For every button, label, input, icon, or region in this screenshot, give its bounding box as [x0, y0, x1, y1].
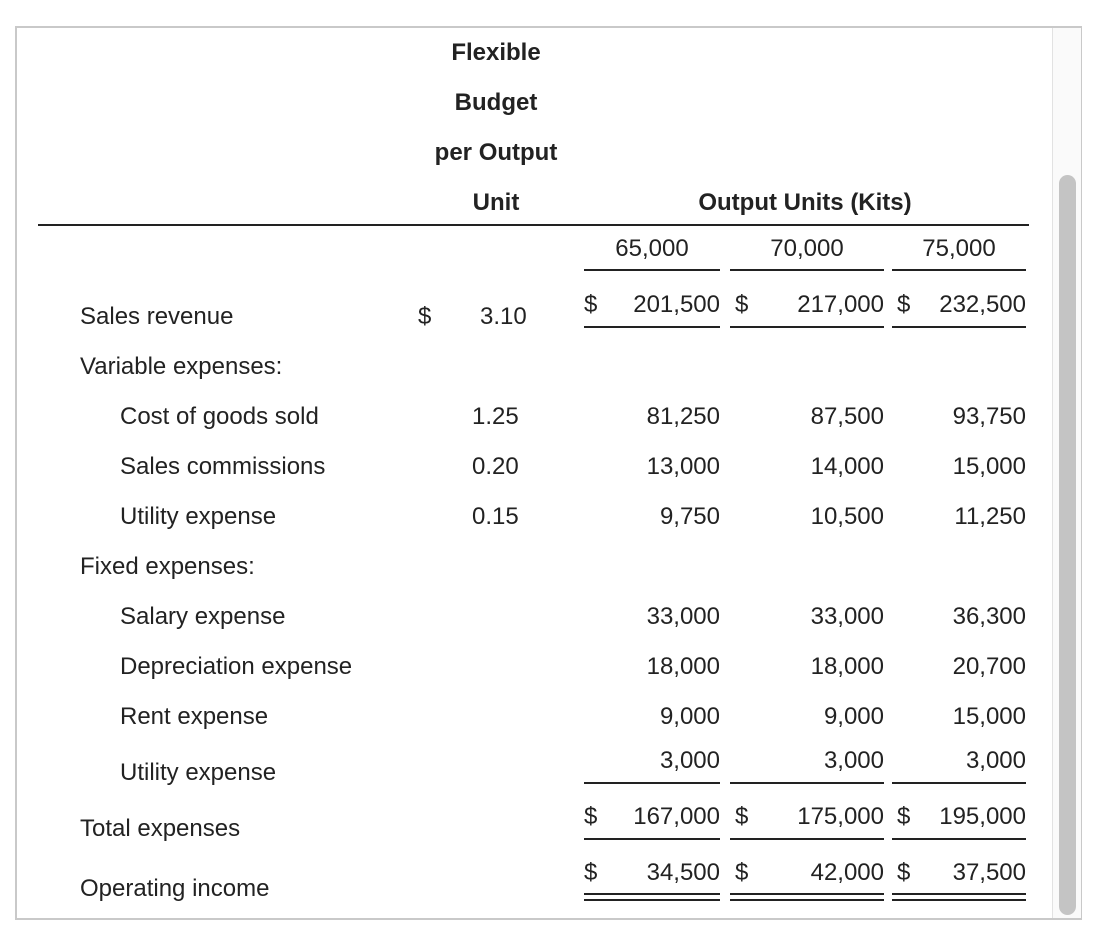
header-flexible: Flexible — [451, 39, 541, 66]
cell-cogs-75000: 93,750 — [952, 403, 1026, 430]
cell-cogs-70000: 87,500 — [810, 403, 884, 430]
currency-symbol: $ — [897, 803, 911, 830]
cell-commissions-75000: 15,000 — [952, 453, 1026, 480]
row-label-depreciation-expense: Depreciation expense — [120, 653, 353, 680]
cell-depreciation-70000: 18,000 — [810, 653, 884, 680]
column-header-65000: 65,000 — [615, 235, 689, 262]
cell-utility-fixed-75000: 3,000 — [965, 747, 1026, 774]
row-label-cost-of-goods-sold: Cost of goods sold — [120, 403, 319, 430]
cell-salary-70000: 33,000 — [810, 603, 884, 630]
column-header-75000: 75,000 — [922, 235, 996, 262]
cell-commissions-70000: 14,000 — [810, 453, 884, 480]
cell-total-expenses-65000: 167,000 — [633, 803, 720, 830]
column-header-underline — [584, 269, 720, 271]
operating-income-double-underline — [730, 893, 884, 901]
row-label-sales-revenue: Sales revenue — [80, 303, 234, 330]
scrollbar-thumb[interactable] — [1059, 175, 1076, 915]
cell-rent-75000: 15,000 — [952, 703, 1026, 730]
row-label-sales-commissions: Sales commissions — [120, 453, 326, 480]
operating-income-double-underline — [892, 893, 1026, 901]
row-label-utility-expense-fixed: Utility expense — [120, 759, 277, 786]
cell-depreciation-65000: 18,000 — [646, 653, 720, 680]
cell-rent-70000: 9,000 — [823, 703, 884, 730]
column-header-70000: 70,000 — [770, 235, 844, 262]
cell-rent-65000: 9,000 — [659, 703, 720, 730]
per-unit-sales-revenue: 3.10 — [480, 303, 527, 330]
column-header-underline — [892, 269, 1026, 271]
header-budget: Budget — [454, 89, 538, 116]
cell-utility-fixed-65000: 3,000 — [659, 747, 720, 774]
cell-utility-var-65000: 9,750 — [659, 503, 720, 530]
fixed-expenses-underline — [584, 782, 720, 784]
cell-salary-65000: 33,000 — [646, 603, 720, 630]
sales-revenue-underline — [730, 326, 884, 328]
header-per-output: per Output — [434, 139, 558, 166]
currency-symbol: $ — [735, 803, 749, 830]
cell-utility-fixed-70000: 3,000 — [823, 747, 884, 774]
cell-operating-income-70000: 42,000 — [810, 859, 884, 886]
cell-cogs-65000: 81,250 — [646, 403, 720, 430]
cell-salary-75000: 36,300 — [952, 603, 1026, 630]
total-expenses-underline — [892, 838, 1026, 840]
row-label-variable-expenses: Variable expenses: — [80, 353, 283, 380]
currency-symbol: $ — [584, 859, 598, 886]
currency-symbol: $ — [418, 303, 432, 330]
total-expenses-underline — [730, 838, 884, 840]
sales-revenue-underline — [584, 326, 720, 328]
cell-total-expenses-75000: 195,000 — [939, 803, 1026, 830]
fixed-expenses-underline — [892, 782, 1026, 784]
sales-revenue-underline — [892, 326, 1026, 328]
row-label-rent-expense: Rent expense — [120, 703, 269, 730]
currency-symbol: $ — [735, 291, 749, 318]
per-unit-sales-commissions: 0.20 — [472, 453, 519, 480]
fixed-expenses-underline — [730, 782, 884, 784]
header-unit: Unit — [472, 189, 520, 216]
per-unit-utility-expense: 0.15 — [472, 503, 519, 530]
cell-commissions-65000: 13,000 — [646, 453, 720, 480]
row-label-salary-expense: Salary expense — [120, 603, 286, 630]
cell-utility-var-70000: 10,500 — [810, 503, 884, 530]
row-label-fixed-expenses: Fixed expenses: — [80, 553, 255, 580]
header-rule — [38, 224, 1029, 226]
cell-sales-revenue-75000: 232,500 — [939, 291, 1026, 318]
currency-symbol: $ — [584, 291, 598, 318]
row-label-total-expenses: Total expenses — [80, 815, 241, 842]
row-label-utility-expense-variable: Utility expense — [120, 503, 277, 530]
cell-depreciation-75000: 20,700 — [952, 653, 1026, 680]
currency-symbol: $ — [897, 291, 911, 318]
currency-symbol: $ — [735, 859, 749, 886]
column-header-underline — [730, 269, 884, 271]
header-output-units: Output Units (Kits) — [698, 189, 912, 216]
cell-operating-income-65000: 34,500 — [646, 859, 720, 886]
currency-symbol: $ — [584, 803, 598, 830]
total-expenses-underline — [584, 838, 720, 840]
cell-operating-income-75000: 37,500 — [952, 859, 1026, 886]
operating-income-double-underline — [584, 893, 720, 901]
cell-total-expenses-70000: 175,000 — [797, 803, 884, 830]
row-label-operating-income: Operating income — [80, 875, 270, 902]
cell-sales-revenue-70000: 217,000 — [797, 291, 884, 318]
cell-utility-var-75000: 11,250 — [954, 503, 1026, 530]
cell-sales-revenue-65000: 201,500 — [633, 291, 720, 318]
per-unit-cost-of-goods-sold: 1.25 — [472, 403, 519, 430]
currency-symbol: $ — [897, 859, 911, 886]
